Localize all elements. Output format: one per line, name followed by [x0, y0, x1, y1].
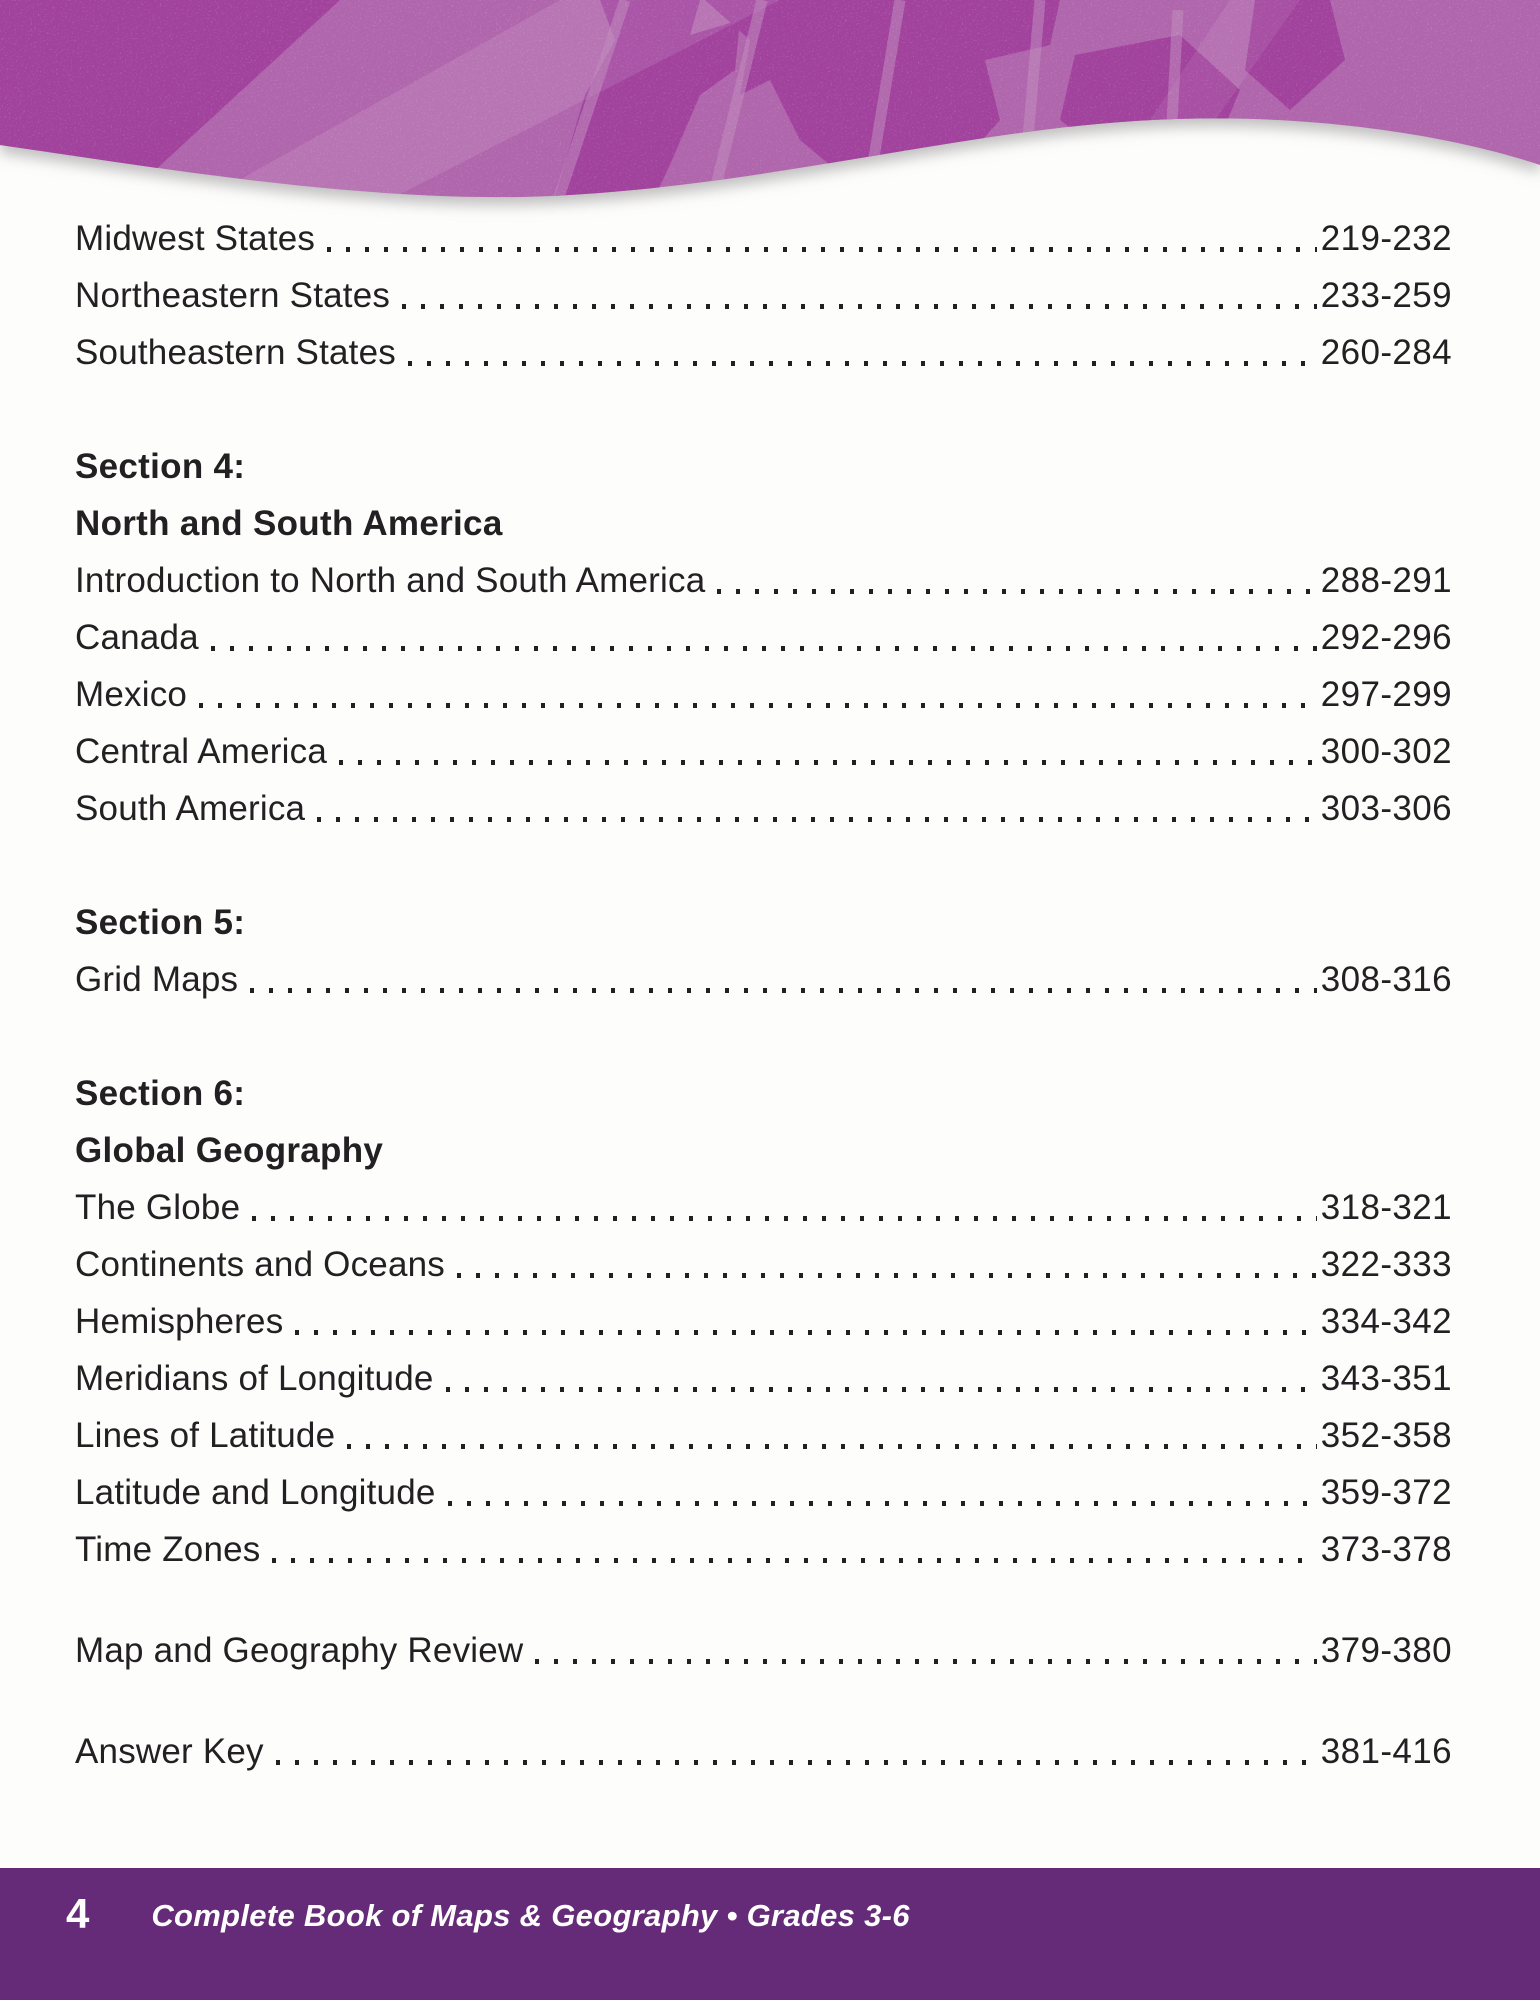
toc-entry	[75, 1407, 1452, 1464]
dotted-leader	[347, 1444, 1316, 1449]
toc-entry	[75, 951, 1452, 1008]
toc-entry-pages: 343-351	[1320, 1359, 1452, 1398]
toc-group	[75, 1065, 1452, 1578]
toc-entry	[75, 1723, 1452, 1780]
toc-entry-label: Hemispheres	[75, 1302, 284, 1341]
toc-entry-label: Meridians of Longitude	[75, 1359, 434, 1398]
dotted-leader	[408, 361, 1317, 366]
footer-bar	[0, 1868, 1540, 2000]
dotted-leader	[211, 646, 1317, 651]
dotted-leader	[339, 760, 1317, 765]
toc-entry-pages: 233-259	[1320, 276, 1452, 315]
toc-entry-pages: 352-358	[1320, 1416, 1452, 1455]
dotted-leader	[199, 703, 1317, 708]
dotted-leader	[717, 589, 1316, 594]
toc-entry	[75, 1350, 1452, 1407]
toc-entry-pages: 379-380	[1320, 1631, 1452, 1670]
dotted-leader	[535, 1659, 1316, 1664]
section-heading: North and South America	[75, 504, 503, 543]
toc-entry-pages: 308-316	[1320, 960, 1452, 999]
toc-entry	[75, 1464, 1452, 1521]
toc-entry	[75, 1179, 1452, 1236]
toc-entry-pages: 381-416	[1320, 1732, 1452, 1771]
toc-entry-label: Grid Maps	[75, 960, 239, 999]
toc-entry-label: Map and Geography Review	[75, 1631, 524, 1670]
section-heading: Section 5:	[75, 903, 246, 942]
toc-entry-pages: 297-299	[1320, 675, 1452, 714]
toc-entry	[75, 210, 1452, 267]
toc-entry-label: The Globe	[75, 1188, 241, 1227]
toc-entry-pages: 318-321	[1320, 1188, 1452, 1227]
dotted-leader	[295, 1330, 1316, 1335]
dotted-leader	[457, 1273, 1317, 1278]
toc-entry-pages: 322-333	[1320, 1245, 1452, 1284]
toc-entry	[75, 1236, 1452, 1293]
toc-entry-pages: 359-372	[1320, 1473, 1452, 1512]
toc-entry-label: Central America	[75, 732, 327, 771]
toc-group	[75, 210, 1452, 381]
dotted-leader	[327, 247, 1317, 252]
dotted-leader	[276, 1760, 1317, 1765]
dotted-leader	[446, 1387, 1317, 1392]
toc-entry	[75, 1293, 1452, 1350]
toc-entry	[75, 1622, 1452, 1679]
section-heading: Global Geography	[75, 1131, 384, 1170]
toc-entry-pages: 292-296	[1320, 618, 1452, 657]
footer-book-title: Complete Book of Maps & Geography • Grades 3-6	[151, 1898, 910, 1933]
toc-entry-pages: 219-232	[1320, 219, 1452, 258]
toc-entry-label: Introduction to North and South America	[75, 561, 706, 600]
dotted-leader	[448, 1501, 1317, 1506]
toc-entry-pages: 288-291	[1320, 561, 1452, 600]
dotted-leader	[272, 1558, 1316, 1563]
toc-entry	[75, 723, 1452, 780]
toc-entry-pages: 260-284	[1320, 333, 1452, 372]
dotted-leader	[250, 988, 1317, 993]
toc-entry-pages: 300-302	[1320, 732, 1452, 771]
toc-entry-label: Northeastern States	[75, 276, 391, 315]
toc-group	[75, 1622, 1452, 1679]
toc-entry-label: Latitude and Longitude	[75, 1473, 436, 1512]
toc-entry	[75, 780, 1452, 837]
toc-entry-label: Midwest States	[75, 219, 316, 258]
toc-group	[75, 894, 1452, 1008]
toc-entry	[75, 267, 1452, 324]
toc-group	[75, 438, 1452, 837]
toc-entry	[75, 609, 1452, 666]
toc-entry-pages: 373-378	[1320, 1530, 1452, 1569]
toc-entry-label: Mexico	[75, 675, 188, 714]
toc-entry-label: Canada	[75, 618, 199, 657]
toc-entry	[75, 324, 1452, 381]
dotted-leader	[402, 304, 1317, 309]
toc-entry-pages: 303-306	[1320, 789, 1452, 828]
toc-entry	[75, 552, 1452, 609]
toc-entry-label: Southeastern States	[75, 333, 396, 372]
toc-entry-label: South America	[75, 789, 306, 828]
toc-entry-label: Continents and Oceans	[75, 1245, 445, 1284]
toc-entry-pages: 334-342	[1320, 1302, 1452, 1341]
toc-entry-label: Time Zones	[75, 1530, 261, 1569]
dotted-leader	[252, 1216, 1317, 1221]
section-heading: Section 4:	[75, 447, 246, 486]
footer-page-number: 4	[66, 1890, 90, 1937]
dotted-leader	[317, 817, 1317, 822]
toc-group	[75, 1723, 1452, 1780]
toc-entry-label: Answer Key	[75, 1732, 264, 1771]
section-heading: Section 6:	[75, 1074, 246, 1113]
toc-entry	[75, 666, 1452, 723]
toc-entry	[75, 1521, 1452, 1578]
toc-entry-label: Lines of Latitude	[75, 1416, 336, 1455]
